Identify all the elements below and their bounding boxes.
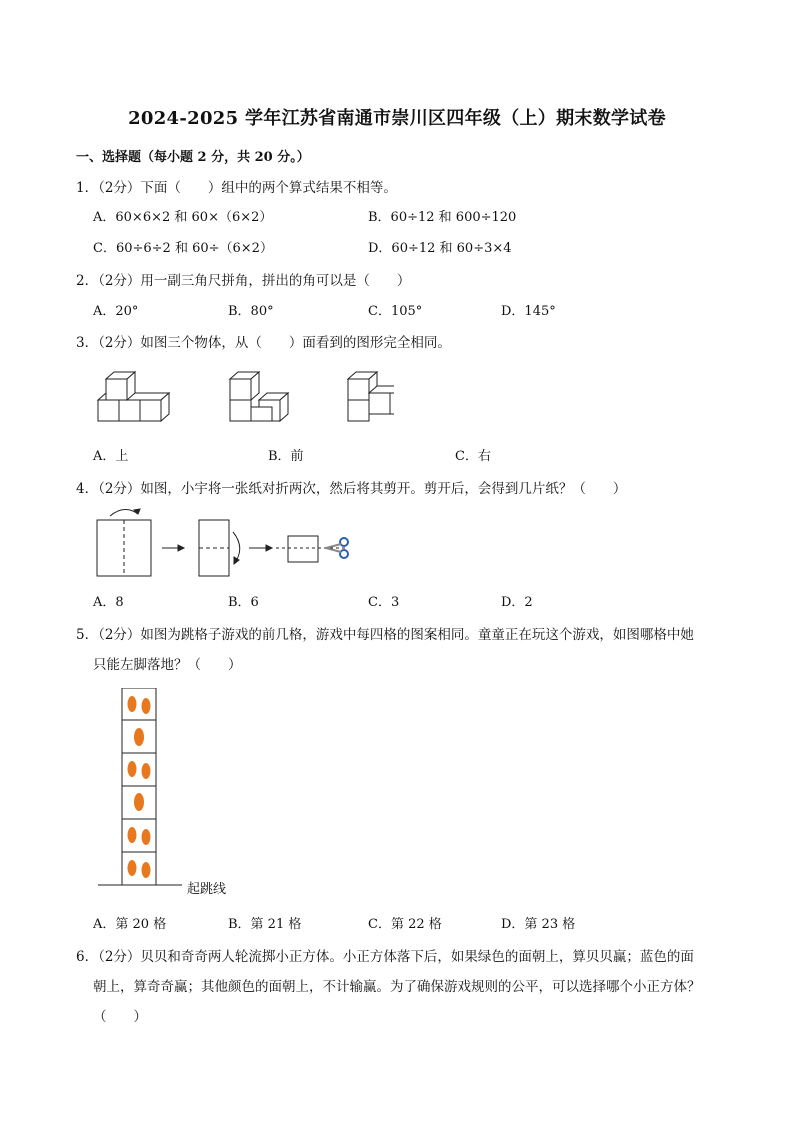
q2-option-a[interactable]: A．20° bbox=[93, 304, 139, 319]
q4-option-c[interactable]: C．3 bbox=[368, 595, 400, 610]
q2-option-c[interactable]: C．105° bbox=[368, 304, 423, 319]
cube-object-1 bbox=[98, 372, 169, 421]
q5-stem-line2: 只能左脚落地？（ ） bbox=[93, 657, 242, 673]
q4-option-b[interactable]: B．6 bbox=[228, 595, 259, 610]
q1-option-a[interactable]: A．60×6×2 和 60×（6×2） bbox=[93, 210, 273, 225]
q2-stem: 2．（2分）用一副三角尺拼角，拼出的角可以是（ ） bbox=[76, 273, 411, 289]
footprint-single-4 bbox=[134, 793, 144, 811]
q3-option-c[interactable]: C．右 bbox=[455, 449, 491, 464]
q5-hopscotch-figure bbox=[96, 688, 188, 894]
q1-option-d[interactable]: D．60÷12 和 60÷3×4 bbox=[368, 241, 512, 256]
q3-stem: 3．（2分）如图三个物体，从（ ）面看到的图形完全相同。 bbox=[76, 335, 451, 351]
q2-option-d[interactable]: D．145° bbox=[501, 304, 556, 319]
exam-title: 2024-2025 学年江苏省南通市崇川区四年级（上）期末数学试卷 bbox=[128, 108, 666, 129]
q1-stem: 1．（2分）下面（ ）组中的两个算式结果不相等。 bbox=[76, 180, 397, 196]
q4-folding-figure bbox=[94, 502, 356, 582]
start-line-label: 起跳线 bbox=[187, 882, 227, 897]
q5-option-b[interactable]: B．第 21 格 bbox=[228, 917, 302, 932]
section-heading: 一、选择题（每小题 2 分，共 20 分。） bbox=[76, 150, 310, 165]
q3-cube-figures bbox=[94, 366, 394, 428]
q4-option-d[interactable]: D．2 bbox=[501, 595, 533, 610]
paper-quarter bbox=[288, 536, 318, 562]
q1-option-c[interactable]: C．60÷6÷2 和 60÷（6×2） bbox=[93, 241, 273, 256]
q6-stem-line2: 朝上，算奇奇赢；其他颜色的面朝上，不计输赢。为了确保游戏规则的公平，可以选择哪个小正方体？ bbox=[93, 979, 701, 995]
q1-option-b[interactable]: B．60÷12 和 600÷120 bbox=[368, 210, 517, 225]
q6-stem-line3: （ ） bbox=[93, 1009, 147, 1025]
footprint-single-2 bbox=[134, 728, 144, 746]
q5-option-c[interactable]: C．第 22 格 bbox=[368, 917, 442, 932]
q6-stem-line1: 6．（2分）贝贝和奇奇两人轮流掷小正方体。小正方体落下后，如果绿色的面朝上，算贝贝赢；蓝色的面 bbox=[76, 949, 694, 965]
q2-option-b[interactable]: B．80° bbox=[228, 304, 274, 319]
q3-option-a[interactable]: A．上 bbox=[93, 449, 129, 464]
q5-option-d[interactable]: D．第 23 格 bbox=[501, 917, 576, 932]
q5-option-a[interactable]: A．第 20 格 bbox=[93, 917, 167, 932]
q4-option-a[interactable]: A．8 bbox=[93, 595, 124, 610]
cube-object-3 bbox=[348, 372, 394, 421]
q3-option-b[interactable]: B．前 bbox=[268, 449, 304, 464]
cube-object-2 bbox=[230, 372, 288, 421]
q4-stem: 4．（2分）如图，小宇将一张纸对折两次，然后将其剪开。剪开后，会得到几片纸？（ ） bbox=[76, 481, 627, 497]
q5-stem-line1: 5．（2分）如图为跳格子游戏的前几格，游戏中每四格的图案相同。童童正在玩这个游戏，如图哪格中她 bbox=[76, 627, 694, 643]
